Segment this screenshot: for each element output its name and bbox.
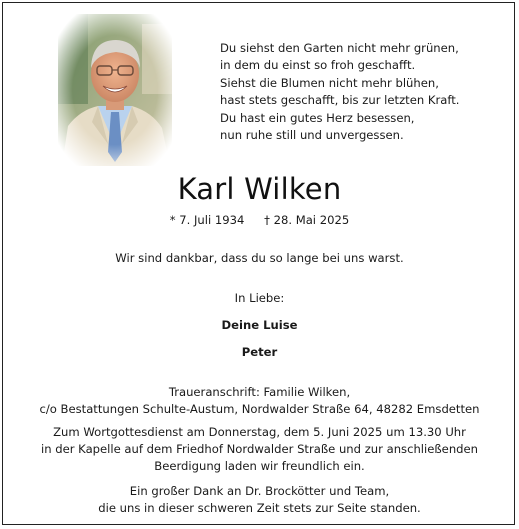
service-line: in der Kapelle auf dem Friedhof Nordwalder Straße und zur anschließenden [40, 442, 479, 456]
service-line: Beerdigung laden wir freundlich ein. [154, 459, 365, 473]
address-line: c/o Bestattungen Schulte-Austum, Nordwalder Straße 64, 48282 Emsdetten [39, 402, 480, 416]
thanks-line: Ein großer Dank an Dr. Brockötter und Team, [129, 484, 390, 498]
poem-line: Du hast ein gutes Herz besessen, [220, 110, 415, 125]
thanks-line: die uns in dieser schweren Zeit stets zur Seite standen. [98, 501, 421, 515]
service-line: Zum Wortgottesdienst am Donnerstag, dem 5. Juni 2025 um 13.30 Uhr [53, 425, 466, 439]
poem-line: hast stets geschafft, bis zur letzten Kraft. [220, 93, 460, 108]
address-line: Traueranschrift: Familie Wilken, [168, 385, 351, 399]
poem-line: nun ruhe still und unvergessen. [220, 127, 404, 142]
poem-line: Du siehst den Garten nicht mehr grünen, [220, 41, 459, 55]
life-dates [0, 213, 519, 227]
gratitude-text: Wir sind dankbar, dass du so lange bei uns warst. [115, 251, 404, 265]
poem [220, 40, 510, 144]
poem-line: Siehst die Blumen nicht mehr blühen, [220, 75, 439, 90]
poem-line: in dem du einst so froh geschafft. [220, 58, 416, 73]
death-date: † 28. Mai 2025 [264, 213, 350, 227]
portrait-photo [58, 14, 172, 166]
mourner-name: Deine Luise [221, 318, 298, 332]
deceased-name: Karl Wilken [177, 172, 342, 206]
love-label: In Liebe: [234, 291, 285, 305]
birth-date: * 7. Juli 1934 [169, 213, 245, 227]
mourner-name: Peter [241, 345, 278, 359]
